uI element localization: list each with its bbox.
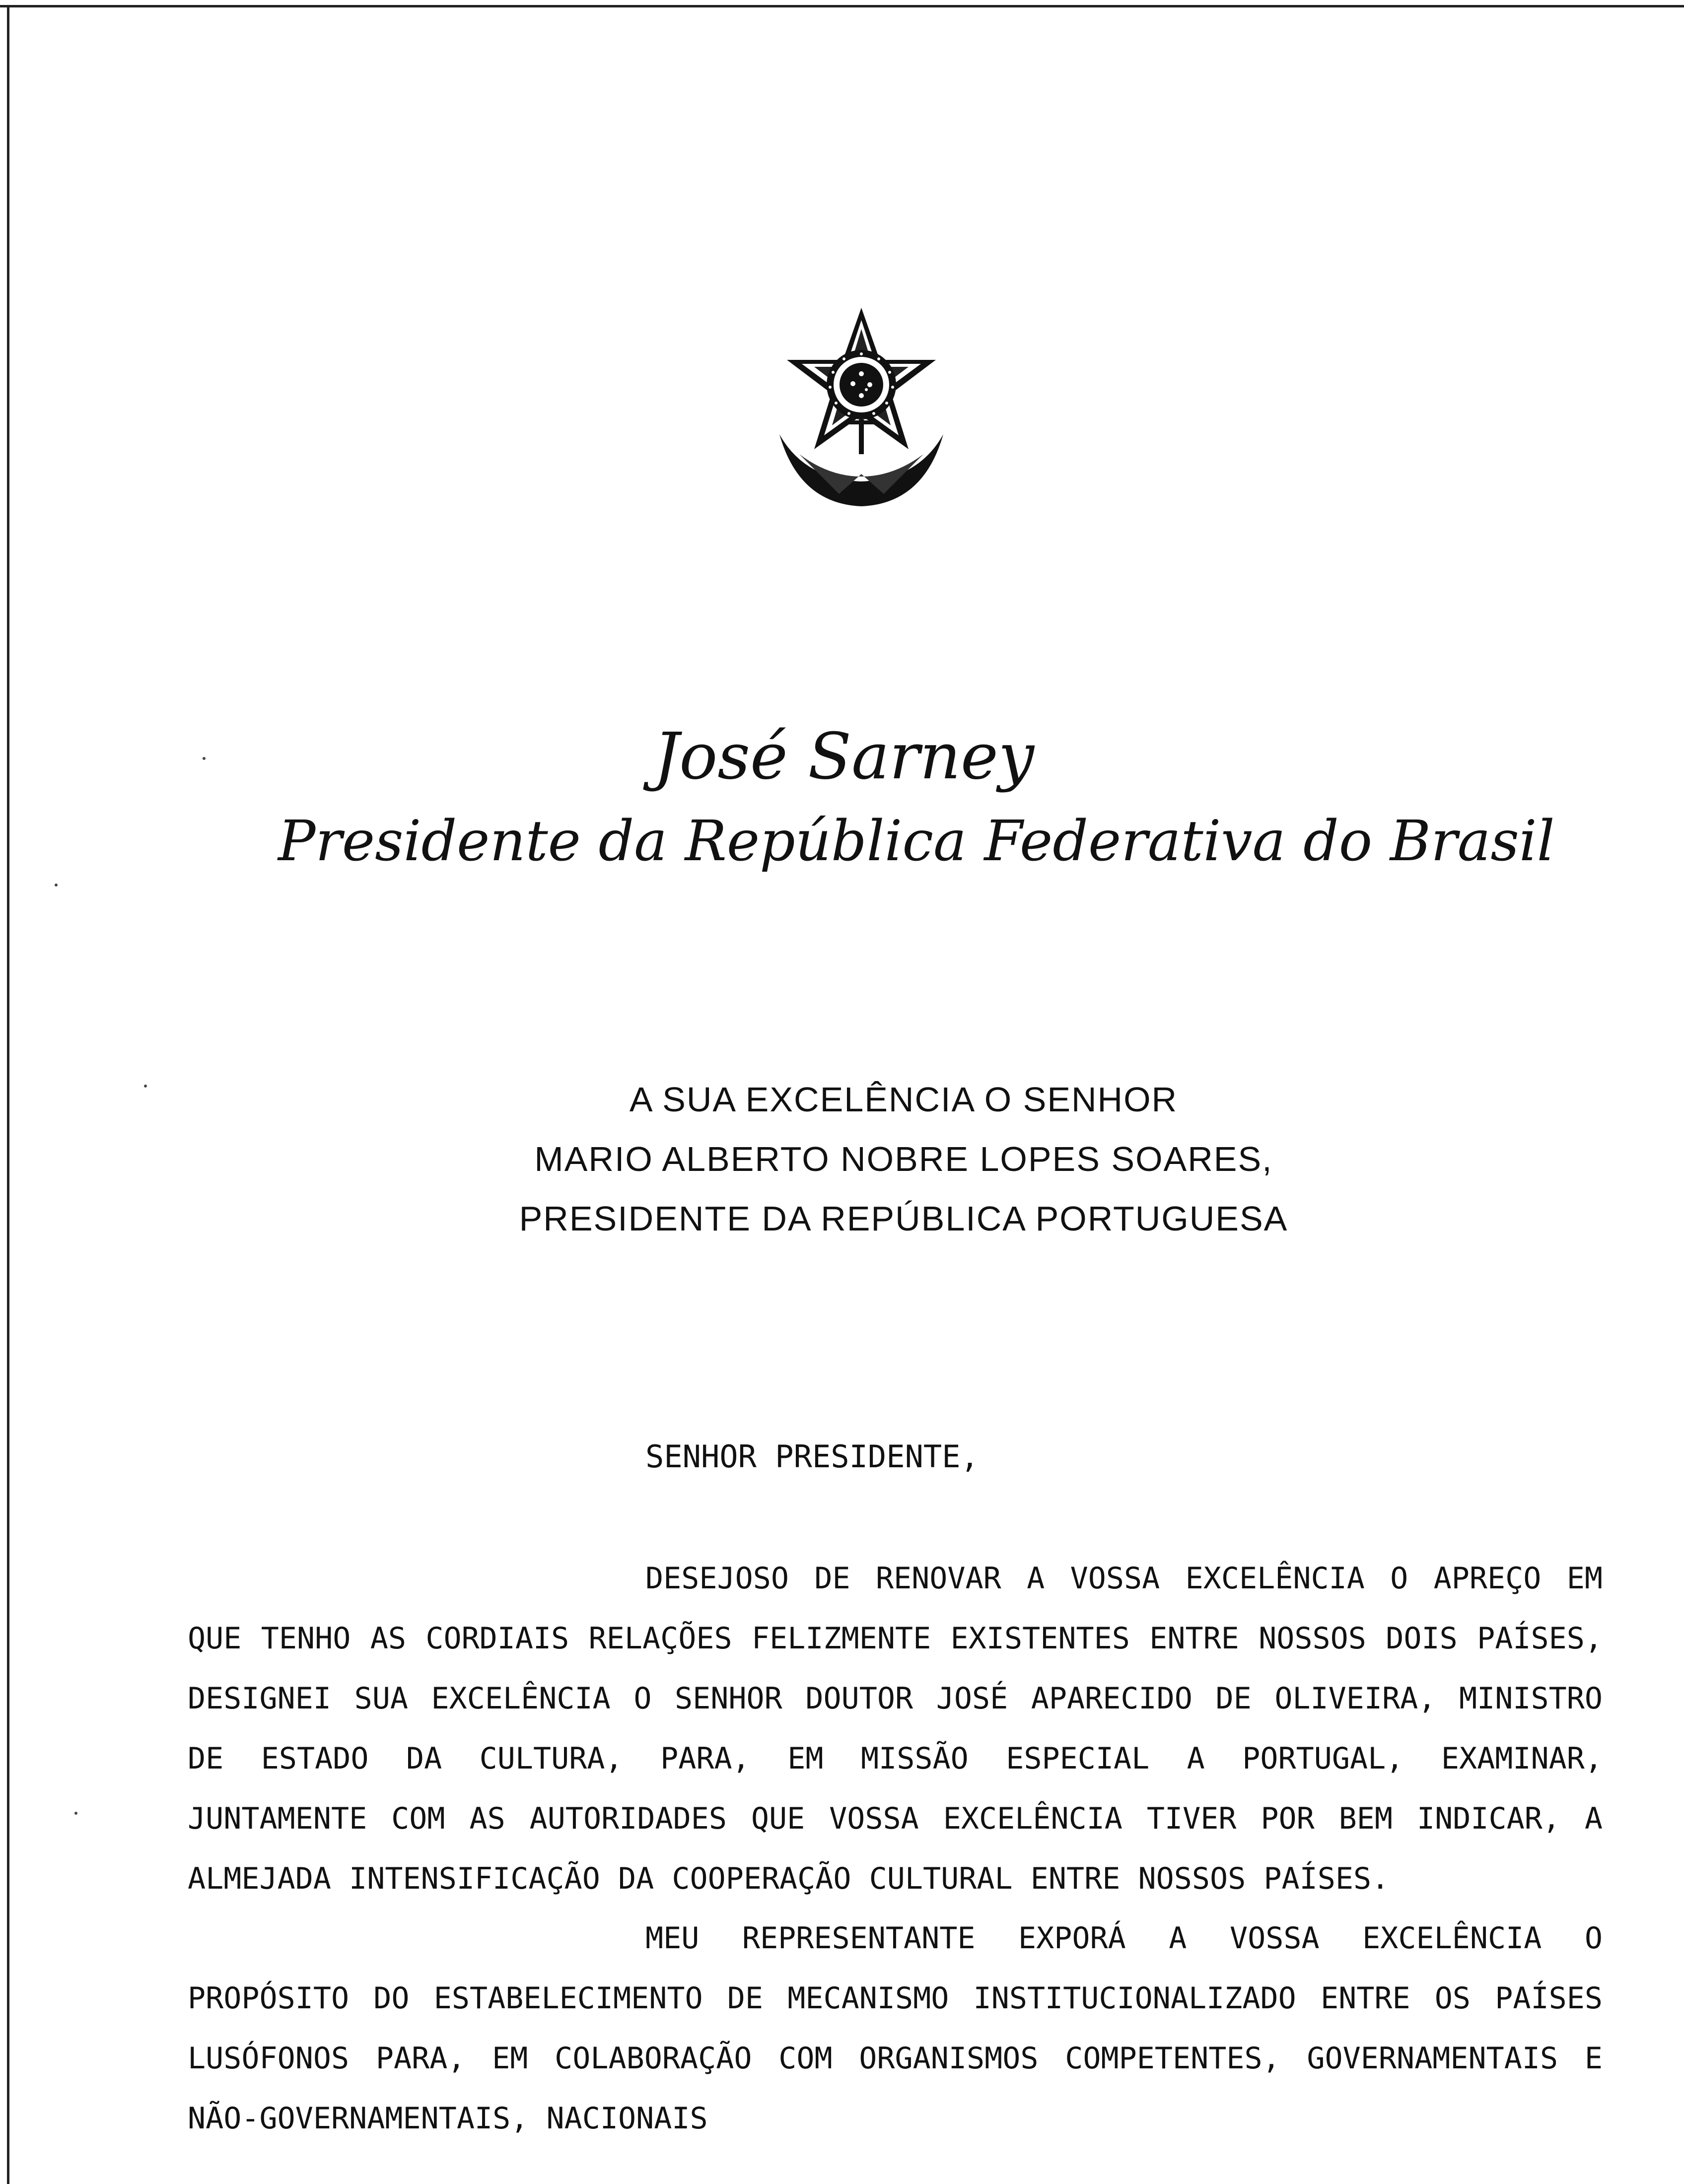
body-paragraph: MEU REPRESENTANTE EXPORÁ A VOSSA EXCELÊNCIA O PROPÓSITO DO ESTABELECIMENTO DE MECANISMO INSTITUCIONALIZADO ENTRE OS PAÍSES LUSÓFONOS PARA, EM COLABORAÇÃO COM ORGANISMOS COMPETENTES, GOVERNAMENTAIS E NÃO-GOVERNAMENTAIS, NACIONAIS — [188, 1921, 1603, 2136]
sender-name: José Sarney — [653, 720, 1035, 794]
body-paragraph: DESEJOSO DE RENOVAR A VOSSA EXCELÊNCIA O APREÇO EM QUE TENHO AS CORDIAIS RELAÇÕES FELIZMENTE EXISTENTES ENTRE NOSSOS DOIS PAÍSES, DESIGNEI SUA EXCELÊNCIA O SENHOR DOUTOR JOSÉ APARECIDO DE OLIVEIRA, MINISTRO DE ESTADO DA CULTURA, PARA, EM MISSÃO ESPECIAL A PORTUGAL, EXAMINAR, JUNTAMENTE COM AS AUTORIDADES QUE VOSSA EXCELÊNCIA TIVER POR BEM INDICAR, A ALMEJADA INTENSIFICAÇÃO DA COOPERAÇÃO CULTURAL ENTRE NOSSOS PAÍSES. — [188, 1561, 1603, 1896]
page-left-edge — [7, 5, 9, 2184]
scan-speck — [55, 884, 58, 887]
page-top-edge — [0, 5, 1684, 7]
salutation: SENHOR PRESIDENTE, — [645, 1438, 979, 1475]
scan-speck — [203, 757, 206, 760]
addressee-line: MARIO ALBERTO NOBRE LOPES SOARES, — [534, 1140, 1273, 1178]
addressee-line: PRESIDENTE DA REPÚBLICA PORTUGUESA — [519, 1199, 1288, 1238]
addressee-block — [496, 1070, 1311, 1248]
scan-speck — [144, 1085, 147, 1088]
brazil-coat-of-arms-icon — [770, 305, 953, 509]
addressee-line: A SUA EXCELÊNCIA O SENHOR — [629, 1080, 1178, 1119]
scan-speck — [74, 1812, 77, 1815]
sender-title: Presidente da República Federativa do Brasil — [278, 809, 1555, 874]
